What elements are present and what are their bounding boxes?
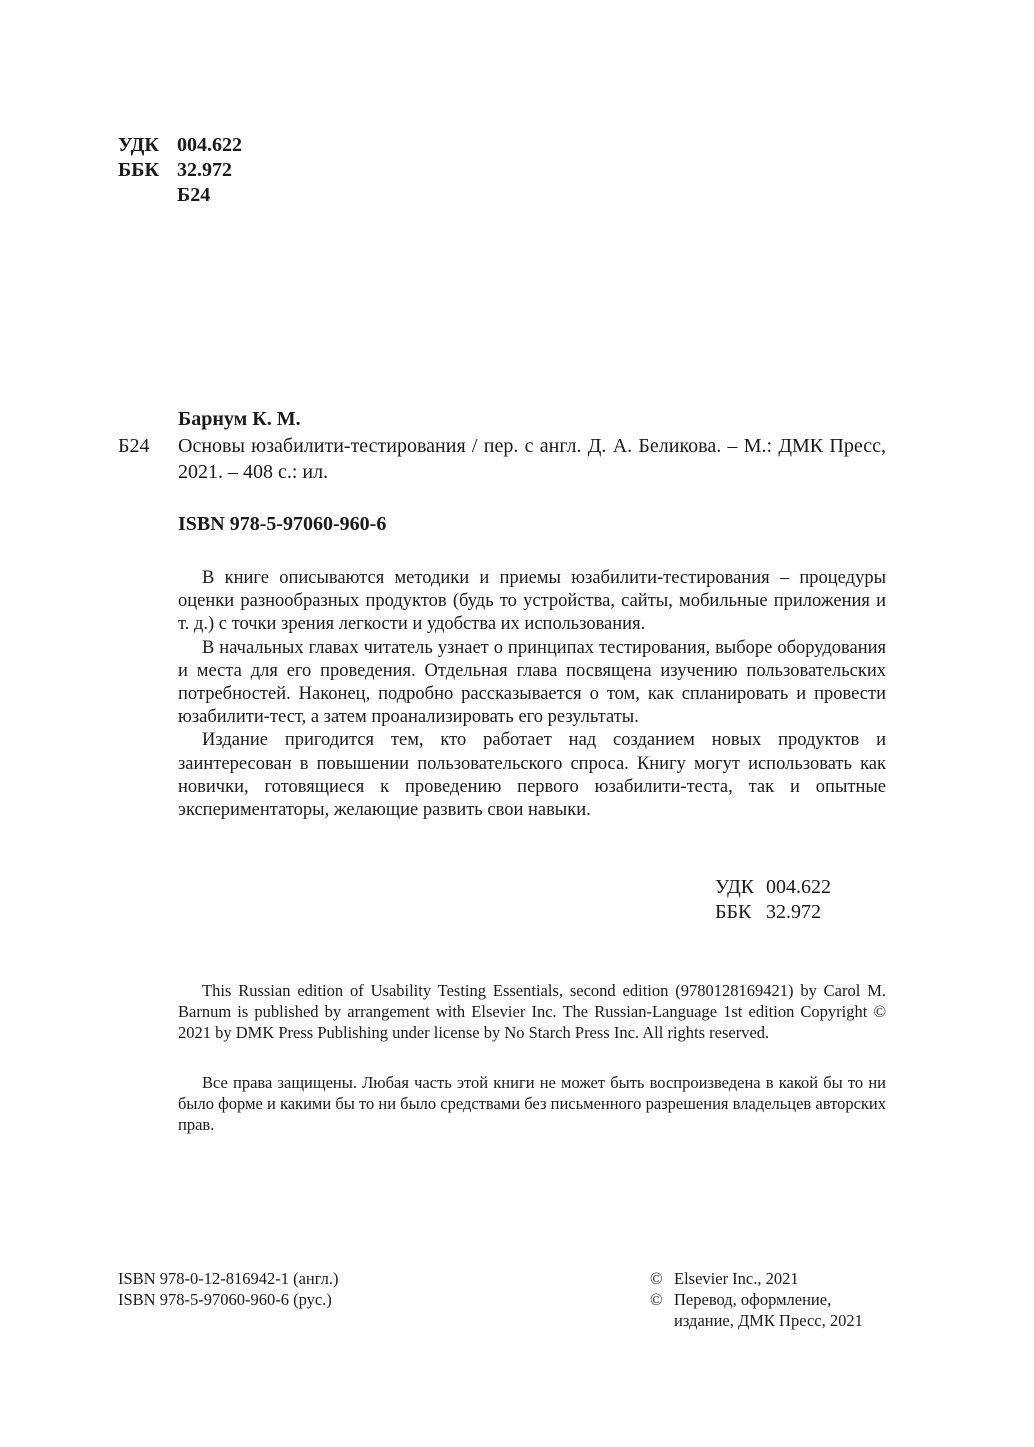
bbk-label: ББК [715, 901, 752, 923]
udk-value: 004.622 [177, 134, 242, 156]
copyright-line: издание, ДМК Пресс, 2021 [674, 1311, 863, 1330]
rights-russian [178, 1073, 886, 1135]
bbk-row [715, 900, 831, 925]
classification-block-top [118, 133, 242, 208]
bbk-value: 32.972 [177, 159, 232, 181]
rights-english [178, 981, 886, 1043]
copyright-row [650, 1310, 863, 1331]
copyright-row [650, 1268, 863, 1289]
copyright-symbol: © [650, 1290, 663, 1309]
isbn-main: ISBN 978-5-97060-960-6 [178, 513, 387, 535]
udk-value: 004.622 [766, 876, 831, 898]
classification-block-right [715, 875, 831, 925]
udk-row [715, 875, 831, 900]
isbn-english: ISBN 978-0-12-816942-1 (англ.) [118, 1269, 339, 1288]
copyright-line: Перевод, оформление, [674, 1290, 832, 1309]
rights-russian-text: Все права защищены. Любая часть этой книги не может быть воспроизведена в какой бы то ни было форме и какими бы то ни было средствами без письменного разрешения владельцев авторских прав. [178, 1073, 886, 1134]
isbn-russian: ISBN 978-5-97060-960-6 (рус.) [118, 1290, 332, 1309]
annotation [178, 567, 886, 822]
bbk-label: ББК [118, 159, 159, 181]
rights-english-text: This Russian edition of Usability Testing Essentials, second edition (9780128169421) by Carol M. Barnum is published by arrangement with Elsevier Inc. The Russian-Language 1st edition Copyright © 2021 by DMK Press Publishing under license by No Starch Press Inc. All rights reserved. [178, 981, 886, 1042]
entry-code: Б24 [118, 435, 150, 457]
isbn-list [118, 1268, 339, 1310]
entry-description: Основы юзабилити-тестирования / пер. с англ. Д. А. Беликова. – М.: ДМК Пресс, 2021. – 408 с.: ил. [178, 435, 886, 483]
copyright-line: Elsevier Inc., 2021 [674, 1269, 799, 1288]
author-name: Барнум К. М. [178, 408, 301, 430]
annotation-paragraph: В начальных главах читатель узнает о принципах тестирования, выборе оборудования и места для его проведения. Отдельная глава посвящена изучению пользовательских потребностей. Наконец, подробно рассказывается о том, как спланировать и провести юзабилити-тест, а затем проанализировать его результаты. [178, 637, 886, 728]
author-mark: Б24 [177, 184, 211, 206]
udk-label: УДК [118, 134, 159, 156]
author-mark-row [118, 183, 242, 208]
copyright-row [650, 1289, 863, 1310]
catalog-entry [118, 433, 886, 485]
annotation-paragraph: Издание пригодится тем, кто работает над созданием новых продуктов и заинтересован в повышении пользовательского спроса. Книгу могут использовать как новички, готовящиеся к проведению первого юзабилити-теста, так и опытные экспериментаторы, желающие развить свои навыки. [178, 730, 886, 821]
copyright-block [650, 1268, 863, 1331]
bbk-value: 32.972 [766, 901, 821, 923]
copyright-symbol: © [650, 1269, 663, 1288]
annotation-paragraph: В книге описываются методики и приемы юзабилити-тестирования – процедуры оценки разнообразных продуктов (будь то устройства, сайты, мобильные приложения и т. д.) с точки зрения легкости и удобства их использования. [178, 568, 886, 635]
udk-row [118, 133, 242, 158]
udk-label: УДК [715, 876, 755, 898]
bbk-row [118, 158, 242, 183]
